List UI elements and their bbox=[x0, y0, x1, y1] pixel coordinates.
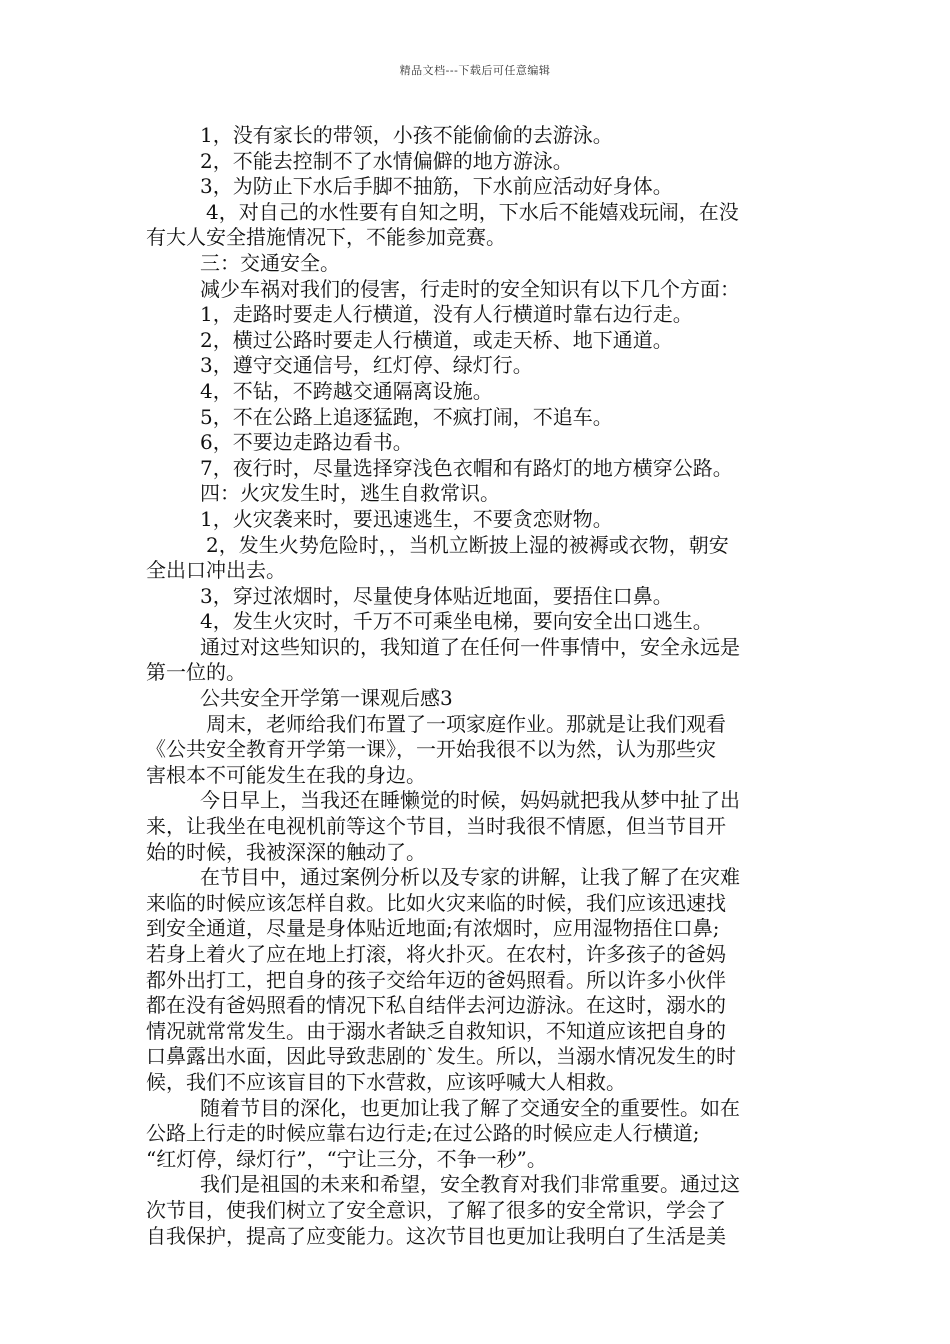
text-line: 2，发生火势危险时，，当机立断披上湿的被褥或衣物，朝安 bbox=[206, 532, 729, 557]
text-line: 全出口冲出去。 bbox=[146, 558, 286, 583]
text-line: 2，不能去控制不了水情偏僻的地方游泳。 bbox=[200, 148, 573, 173]
text-line: 3，为防止下水后手脚不抽筋，下水前应活动好身体。 bbox=[200, 174, 673, 199]
text-line: 4，对自己的水性要有自知之明，下水后不能嬉戏玩闹，在没 bbox=[206, 199, 739, 224]
text-line: 《公共安全教育开学第一课》，一开始我很不以为然，认为那些灾 bbox=[146, 737, 716, 762]
text-line: 有大人安全措施情况下，不能参加竞赛。 bbox=[146, 225, 506, 250]
text-line: 候，我们不应该盲目的下水营救，应该呼喊大人相救。 bbox=[146, 1069, 626, 1094]
text-line: 3，穿过浓烟时，尽量使身体贴近地面，要捂住口鼻。 bbox=[200, 583, 673, 608]
text-line: “红灯停，绿灯行”，“宁让三分，不争一秒”。 bbox=[146, 1146, 547, 1171]
text-line: 周末，老师给我们布置了一项家庭作业。那就是让我们观看 bbox=[206, 711, 726, 736]
text-line: 都外出打工，把自身的孩子交给年迈的爸妈照看。所以许多小伙伴 bbox=[146, 967, 726, 992]
text-line: 公路上行走的时候应靠右边行走;在过公路的时候应走人行横道; bbox=[146, 1121, 700, 1146]
text-line: 公共安全开学第一课观后感3 bbox=[200, 686, 453, 711]
text-line: 7，夜行时，尽量选择穿浅色衣帽和有路灯的地方横穿公路。 bbox=[200, 455, 733, 480]
text-line: 害根本不可能发生在我的身边。 bbox=[146, 762, 426, 787]
text-line: 三：交通安全。 bbox=[200, 250, 340, 275]
text-line: 情况就常常发生。由于溺水者缺乏自救知识，不知道应该把自身的 bbox=[146, 1018, 726, 1043]
text-line: 通过对这些知识的，我知道了在任何一件事情中，安全永远是 bbox=[200, 634, 740, 659]
text-line: 2，横过公路时要走人行横道，或走天桥、地下通道。 bbox=[200, 327, 673, 352]
page-header: 精品文档---下载后可任意编辑 bbox=[399, 64, 551, 77]
text-line: 今日早上，当我还在睡懒觉的时候，妈妈就把我从梦中扯了出 bbox=[200, 788, 740, 813]
text-line: 自我保护，提高了应变能力。这次节目也更加让我明白了生活是美 bbox=[146, 1223, 726, 1248]
text-line: 4，不钻，不跨越交通隔离设施。 bbox=[200, 378, 493, 403]
document-body bbox=[146, 123, 808, 1249]
text-line: 4，发生火灾时，千万不可乘坐电梯，要向安全出口逃生。 bbox=[200, 609, 713, 634]
text-line: 我们是祖国的未来和希望，安全教育对我们非常重要。通过这 bbox=[200, 1172, 740, 1197]
text-line: 来临的时候应该怎样自救。比如火灾来临的时候，我们应该迅速找 bbox=[146, 890, 726, 915]
text-line: 1，走路时要走人行横道，没有人行横道时靠右边行走。 bbox=[200, 302, 693, 327]
text-line: 5，不在公路上追逐猛跑，不疯打闹，不追车。 bbox=[200, 404, 613, 429]
text-line: 来，让我坐在电视机前等这个节目，当时我很不情愿，但当节目开 bbox=[146, 814, 726, 839]
text-line: 在节目中，通过案例分析以及专家的讲解，让我了解了在灾难 bbox=[200, 865, 740, 890]
text-line: 口鼻露出水面，因此导致悲剧的`发生。所以，当溺水情况发生的时 bbox=[146, 1044, 736, 1069]
text-line: 减少车祸对我们的侵害，行走时的安全知识有以下几个方面： bbox=[200, 276, 740, 301]
text-line: 始的时候，我被深深的触动了。 bbox=[146, 839, 426, 864]
text-line: 到安全通道，尽量是身体贴近地面;有浓烟时，应用湿物捂住口鼻; bbox=[146, 916, 720, 941]
text-line: 3，遵守交通信号，红灯停、绿灯行。 bbox=[200, 353, 533, 378]
text-line: 若身上着火了应在地上打滚，将火扑灭。在农村，许多孩子的爸妈 bbox=[146, 942, 726, 966]
text-line: 随着节目的深化，也更加让我了解了交通安全的重要性。如在 bbox=[200, 1095, 740, 1120]
text-line: 次节目，使我们树立了安全意识，了解了很多的安全常识，学会了 bbox=[146, 1197, 726, 1222]
text-line: 第一位的。 bbox=[146, 660, 246, 685]
text-line: 6，不要边走路边看书。 bbox=[200, 430, 413, 455]
text-line: 1，火灾袭来时，要迅速逃生，不要贪恋财物。 bbox=[200, 506, 613, 531]
text-line: 1，没有家长的带领，小孩不能偷偷的去游泳。 bbox=[200, 123, 613, 147]
text-line: 四：火灾发生时，逃生自救常识。 bbox=[200, 481, 500, 506]
text-line: 都在没有爸妈照看的情况下私自结伴去河边游泳。在这时，溺水的 bbox=[146, 993, 726, 1018]
